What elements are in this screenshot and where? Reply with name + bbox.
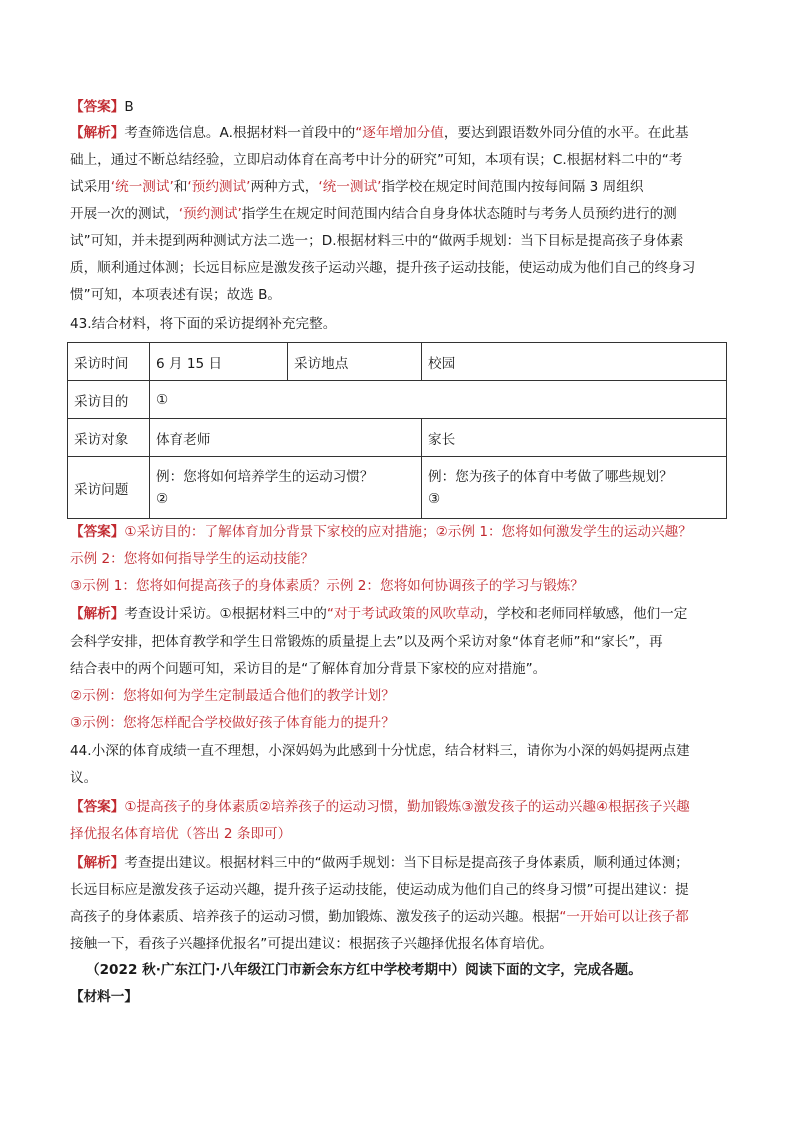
text: 和 [173, 179, 188, 195]
quote: ‘统一测试’ [318, 179, 382, 195]
analysis-tag: 【解析】 [70, 606, 125, 622]
text: 结合表中的两个问题可知，采访目的是“了解体育加分背景下家校的应对措施”。 [70, 661, 547, 677]
analysis-line [70, 204, 726, 224]
text: ，学校和老师同样敏感，他们一定 [483, 606, 688, 622]
analysis-line [70, 934, 726, 954]
analysis-line [70, 258, 726, 278]
text: ①采访目的：了解体育加分背景下家校的应对措施；②示例 1：您将如何激发学生的运动兴趣？ [124, 524, 692, 540]
answer-line [70, 797, 726, 817]
question-44-cont: 议。 [70, 770, 98, 786]
quote: ‘统一测试’ [110, 179, 174, 195]
analysis-line [70, 285, 726, 305]
quote: “逐年增加分值 [355, 125, 444, 141]
table-cell: 采访目的 [68, 381, 150, 419]
analysis-line [70, 907, 726, 927]
table-row [68, 419, 727, 457]
table-row [68, 381, 727, 419]
answer-line [70, 576, 726, 596]
answer-tag: 【答案】 [70, 799, 125, 815]
teacher-question: 例：您将如何培养学生的运动习惯？ [156, 468, 374, 485]
question-43: 43.结合材料，将下面的采访提纲补充完整。 [70, 316, 337, 332]
table-cell: 家长 [422, 419, 727, 457]
table-cell [150, 457, 422, 519]
text: ②示例：您将如何为学生定制最适合他们的教学计划？ [70, 688, 395, 704]
text: 两种方式， [250, 179, 319, 195]
analysis-line [70, 604, 726, 624]
text: ①提高孩子的身体素质②培养孩子的运动习惯 [124, 799, 394, 815]
table-cell: 体育老师 [150, 419, 422, 457]
answer-tag: 【答案】 [70, 524, 125, 540]
text: ③示例 1：您将如何提高孩子的身体素质？示例 2：您将如何协调孩子的学习与锻炼？ [70, 578, 584, 594]
analysis-line [70, 123, 726, 143]
blank-3: ③ [428, 490, 441, 507]
table-cell: 采访问题 [68, 457, 150, 519]
analysis-line [70, 713, 726, 733]
analysis-line [70, 659, 726, 679]
text: 础上，通过不断总结经验，立即启动体育在高考中计分的研究”可知，本项有误；C.根据材料二中的“考 [70, 152, 683, 168]
table-cell: 采访对象 [68, 419, 150, 457]
text: 择优报名体育培优（答出 2 条即可） [70, 826, 292, 842]
question-44: 44.小深的体育成绩一直不理想，小深妈妈为此感到十分忧虑，结合材料三，请你为小深的妈妈提两点建 [70, 743, 690, 759]
table-cell: ① [150, 381, 727, 419]
analysis-line [70, 231, 726, 251]
text: 接触一下，看孩子兴趣择优报名”可提出建议：根据孩子兴趣择优报名体育培优。 [70, 936, 553, 952]
blank-2: ② [156, 490, 169, 507]
analysis-line [70, 150, 726, 170]
text: 高孩子的身体素质、培养孩子的运动习惯，勤加锻炼、激发孩子的运动兴趣。根据 [70, 909, 560, 925]
answer-line [70, 522, 726, 542]
text: 指学生在规定时间范围内结合自身身体状态随时与考务人员预约进行的测 [241, 206, 677, 222]
analysis-line [70, 632, 726, 652]
answer-text: B [124, 99, 134, 115]
source-line: （2022 秋·广东江门·八年级江门市新会东方红中学校考期中）阅读下面的文字，完成各题。 [86, 962, 642, 978]
quote: “对于考试政策的风吹草动 [326, 606, 484, 622]
text: ，要达到跟语数外同分值的水平。在此基 [443, 125, 689, 141]
table-cell: 校园 [422, 343, 727, 381]
text: 长远目标应是激发孩子运动兴趣，提升孩子运动技能，使运动成为他们自己的终身习惯”可提出建议：提 [70, 882, 689, 898]
table-cell [422, 457, 727, 519]
text: 会科学安排，把体育教学和学生日常锻炼的质量提上去”以及两个采访对象“体育老师”和“家长”，再 [70, 634, 663, 650]
text: ③示例：您将怎样配合学校做好孩子体育能力的提升？ [70, 715, 395, 731]
text: 试”可知，并未提到两种测试方法二选一；D.根据材料三中的“做两手规划：当下目标是提高孩子身体素 [70, 233, 684, 249]
analysis-tag: 【解析】 [70, 855, 125, 871]
table-row [68, 457, 727, 519]
text: 考查提出建议。根据材料三中的“做两手规划：当下目标是提高孩子身体素质，顺利通过体测； [124, 855, 689, 871]
table-cell: 采访时间 [68, 343, 150, 381]
text: 试采用 [70, 179, 111, 195]
analysis-tag: 【解析】 [70, 125, 125, 141]
text: 考查设计采访。①根据材料三中的 [124, 606, 327, 622]
quote: “一开始可以让孩子都 [559, 909, 689, 925]
text: 开展一次的测试， [70, 206, 179, 222]
table-row [68, 343, 727, 381]
answer-line [70, 97, 726, 117]
quote: ‘预约测试’ [187, 179, 251, 195]
text: 指学校在规定时间范围内按每间隔 3 周组织 [381, 179, 644, 195]
material-heading: 【材料一】 [70, 989, 138, 1005]
table-cell: 6 月 15 日 [150, 343, 288, 381]
answer-tag: 【答案】 [70, 99, 125, 115]
text: 质，顺利通过体测；长远目标应是激发孩子运动兴趣，提升孩子运动技能，使运动成为他们自己的终身习 [70, 260, 696, 276]
interview-outline-table [67, 342, 727, 519]
answer-line [70, 824, 726, 844]
quote: ‘预约测试’ [178, 206, 242, 222]
text: 示例 2：您将如何指导学生的运动技能？ [70, 551, 315, 567]
analysis-line [70, 177, 726, 197]
analysis-line [70, 853, 726, 873]
analysis-line [70, 686, 726, 706]
parent-question: 例：您为孩子的体育中考做了哪些规划？ [428, 468, 673, 485]
table-cell: 采访地点 [288, 343, 422, 381]
text: 考查筛选信息。A.根据材料一首段中的 [124, 125, 356, 141]
text: 惯”可知，本项表述有误；故选 B。 [70, 287, 282, 303]
text: ，勤加锻炼③激发孩子的运动兴趣④根据孩子兴趣 [393, 799, 690, 815]
answer-line [70, 549, 726, 569]
analysis-line [70, 880, 726, 900]
